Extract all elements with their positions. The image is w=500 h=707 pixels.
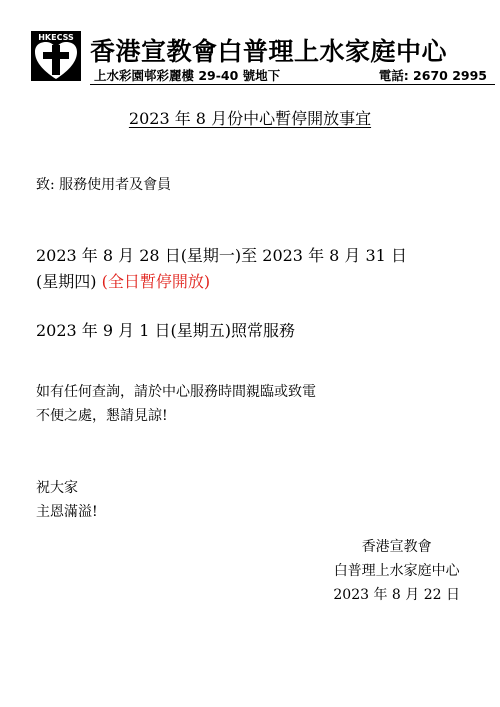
closure-dates-line-2 [36, 269, 210, 292]
blessing-line-2: 主恩滿溢! [36, 504, 98, 520]
hkecss-logo [30, 30, 82, 82]
address-row [90, 66, 495, 84]
signature-org: 香港宣教會 [361, 539, 432, 555]
closure-dates-line: 2023 年 8 月 28 日(星期一)至 2023 年 8 月 31 日 [36, 246, 407, 265]
signature-centre: 白普理上水家庭中心 [333, 563, 460, 579]
blessing [36, 476, 98, 524]
svg-text:HKECSS: HKECSS [38, 33, 74, 42]
signature-date: 2023 年 8 月 22 日 [333, 587, 460, 603]
recipient-line: 致: 服務使用者及會員 [36, 177, 172, 193]
blessing-line-1: 祝大家 [36, 480, 78, 496]
signature-block [333, 535, 460, 607]
header-divider [90, 84, 495, 85]
enquiry-line-1: 如有任何查詢，請於中心服務時間親臨或致電 [36, 384, 316, 400]
resume-service-line: 2023 年 9 月 1 日(星期五)照常服務 [36, 321, 295, 340]
organization-name: 香港宣教會白普理上水家庭中心 [90, 37, 448, 66]
centre-address: 上水彩園邨彩麗樓 29-40 號地下 [94, 68, 281, 83]
notice-title: 2023 年 8 月份中心暫停開放事宜 [128, 109, 372, 128]
closure-status: (全日暫停開放) [101, 272, 211, 291]
letterhead [30, 30, 487, 84]
centre-phone: 電話: 2670 2995 [378, 68, 487, 83]
closure-end-weekday: (星期四) [36, 272, 97, 291]
enquiry-paragraph [36, 380, 316, 428]
enquiry-line-2: 不便之處，懇請見諒! [36, 408, 168, 424]
